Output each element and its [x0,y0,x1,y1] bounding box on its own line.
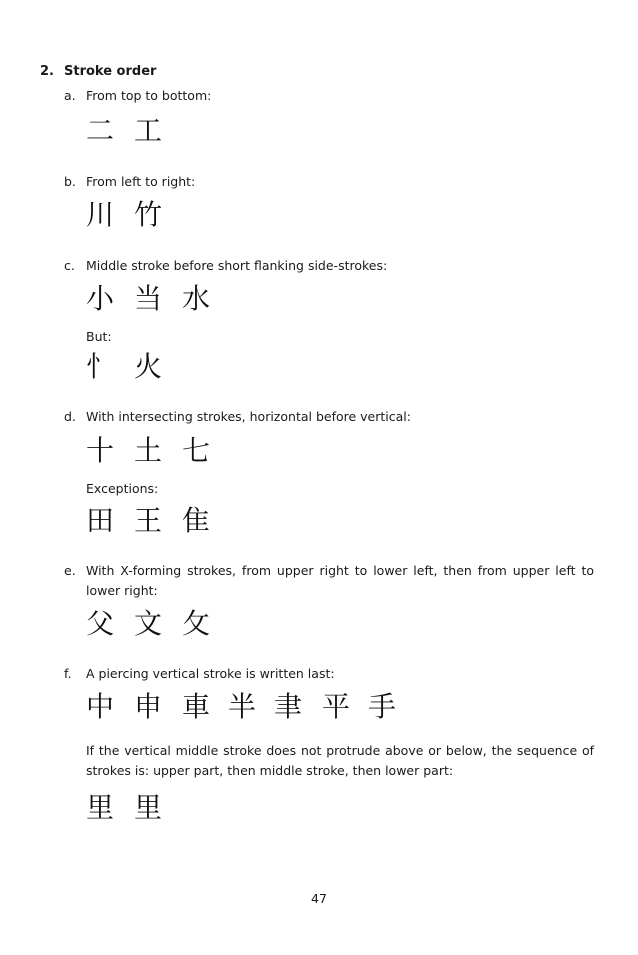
item-f-glyph-7: 手 [367,690,396,723]
item-f-glyph-4: 半 [227,690,256,723]
item-f-subtext: If the vertical middle stroke does not protrude above or below, the sequence of strokes is: upper part, then middle stroke, then lower part: [86,743,594,778]
item-a-marker: a. [64,88,76,103]
item-b-glyph-1: 川 [85,198,114,231]
item-d-sublabel: Exceptions: [86,481,159,496]
item-c-marker: c. [64,258,75,273]
section-title: Stroke order [64,64,157,79]
item-d-sub-glyph-1: 田 [85,504,114,537]
item-c-glyph-2: 当 [133,282,162,315]
item-f-glyph-2: 申 [133,690,162,723]
item-b-glyph-2: 竹 [133,198,162,231]
section-number: 2. [40,64,54,79]
page-number: 47 [311,891,327,906]
item-e-glyph-2: 文 [133,607,162,640]
item-f-sub-glyph-2: 里 [133,791,162,824]
item-d-sub-glyph-2: 王 [133,504,162,537]
item-d-marker: d. [64,409,76,424]
item-c-text: Middle stroke before short flanking side-strokes: [86,258,388,273]
item-d-glyph-1: 十 [85,434,114,467]
item-c-sublabel: But: [86,329,112,344]
item-f-glyph-5: 聿 [273,690,302,723]
item-e-glyph-3: 攵 [181,607,210,640]
item-a-text: From top to bottom: [86,88,212,103]
item-f-marker: f. [64,666,72,681]
item-b-text: From left to right: [86,174,196,189]
item-c-sub-glyph-1: 忄 [85,350,114,383]
item-e-text: With X-forming strokes, from upper right to lower left, then from upper left to lower right: [86,563,594,598]
item-a-glyph-2: 工 [133,114,162,147]
item-f-glyph-6: 平 [321,690,350,723]
item-f-glyph-1: 中 [85,690,114,723]
item-d-text: With intersecting strokes, horizontal before vertical: [86,409,411,424]
item-c-sub-glyph-2: 火 [133,350,162,383]
item-a-glyph-1: 二 [85,114,114,147]
item-d-glyph-3: 七 [181,434,210,467]
item-d-sub-glyph-3: 隹 [181,504,210,537]
item-c-glyph-1: 小 [85,282,114,315]
item-d-glyph-2: 土 [133,434,162,467]
item-f-text: A piercing vertical stroke is written last: [86,666,335,681]
item-e-glyph-1: 父 [85,607,114,640]
item-f-sub-glyph-1: 里 [85,791,114,824]
item-b-marker: b. [64,174,76,189]
item-e-marker: e. [64,563,76,578]
item-c-glyph-3: 水 [181,282,210,315]
item-f-glyph-3: 車 [181,690,210,723]
